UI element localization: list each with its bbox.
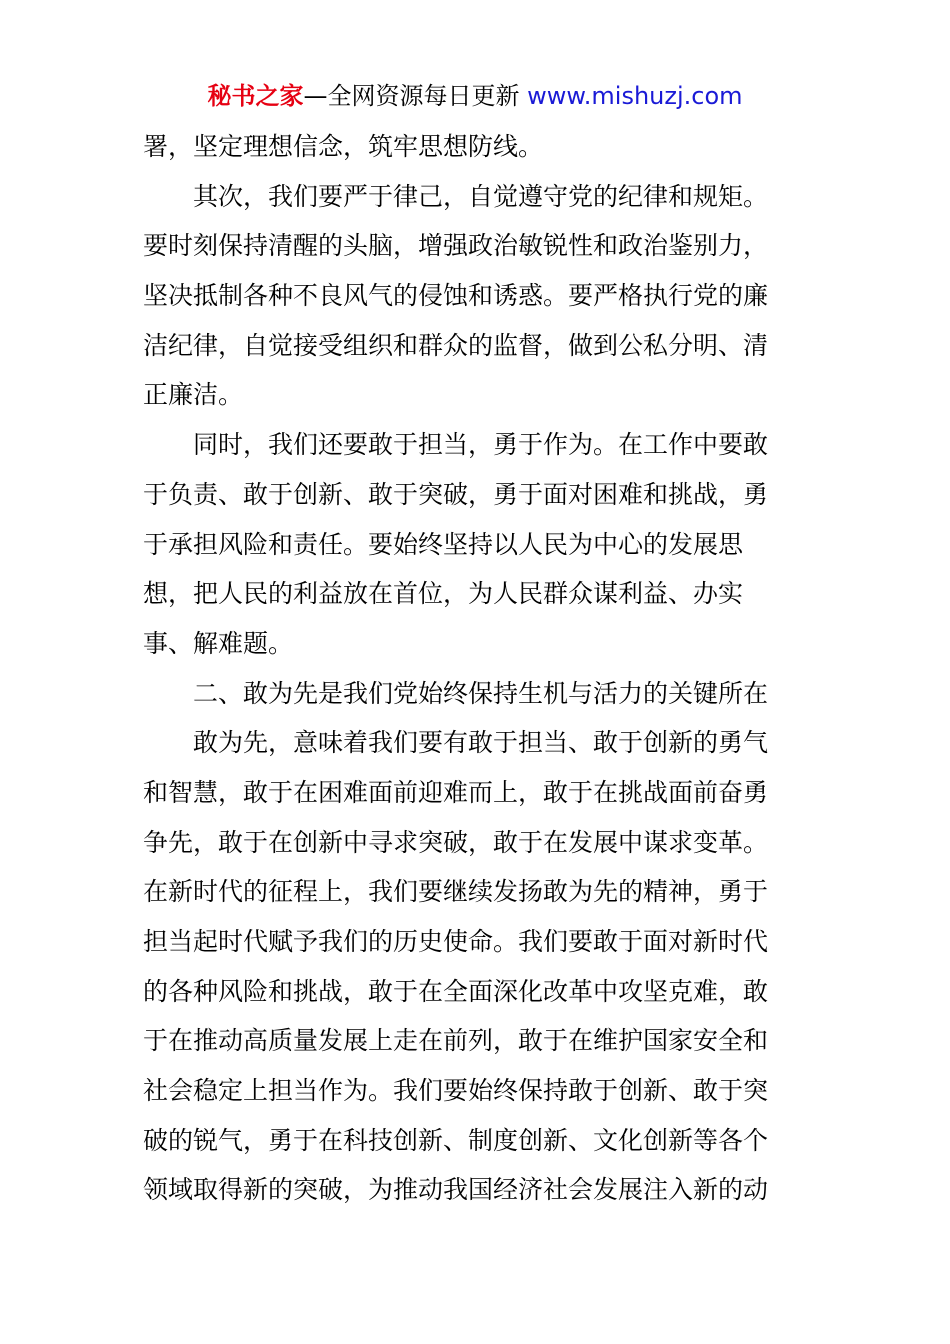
text-line: 正廉洁。 bbox=[143, 380, 244, 410]
text-line: 破的锐气，勇于在科技创新、制度创新、文化创新等各个 bbox=[143, 1125, 769, 1155]
text-line: 事、解难题。 bbox=[143, 628, 294, 658]
text-line: 在新时代的征程上，我们要继续发扬敢为先的精神，勇于 bbox=[143, 877, 769, 907]
text-line: 同时，我们还要敢于担当，勇于作为。在工作中要敢 bbox=[193, 430, 769, 460]
text-line: 坚决抵制各种不良风气的侵蚀和诱惑。要严格执行党的廉 bbox=[143, 281, 769, 311]
text-line: 要时刻保持清醒的头脑，增强政治敏锐性和政治鉴别力， bbox=[143, 231, 769, 261]
text-line: 于在推动高质量发展上走在前列，敢于在维护国家安全和 bbox=[143, 1026, 769, 1056]
site-brand: 秘书之家 bbox=[207, 82, 304, 110]
site-tagline: —全网资源每日更新 bbox=[303, 82, 520, 110]
text-line: 领域取得新的突破，为推动我国经济社会发展注入新的动 bbox=[143, 1175, 769, 1205]
text-line: 敢为先，意味着我们要有敢于担当、敢于创新的勇气 bbox=[193, 728, 769, 758]
site-url-link[interactable]: www.mishuzj.com bbox=[527, 82, 743, 110]
text-line: 的各种风险和挑战，敢于在全面深化改革中攻坚克难，敢 bbox=[143, 976, 769, 1006]
text-line: 于承担风险和责任。要始终坚持以人民为中心的发展思 bbox=[143, 529, 744, 559]
text-line: 于负责、敢于创新、敢于突破，勇于面对困难和挑战，勇 bbox=[143, 479, 769, 509]
text-line: 其次，我们要严于律己，自觉遵守党的纪律和规矩。 bbox=[193, 181, 769, 211]
site-header bbox=[0, 80, 950, 112]
text-line: 争先，敢于在创新中寻求突破，敢于在发展中谋求变革。 bbox=[143, 827, 769, 857]
text-line: 和智慧，敢于在困难面前迎难而上，敢于在挑战面前奋勇 bbox=[143, 777, 769, 807]
text-line: 洁纪律，自觉接受组织和群众的监督，做到公私分明、清 bbox=[143, 330, 769, 360]
text-line: 担当起时代赋予我们的历史使命。我们要敢于面对新时代 bbox=[143, 927, 769, 956]
text-line: 二、敢为先是我们党始终保持生机与活力的关键所在 bbox=[193, 678, 769, 708]
text-line: 社会稳定上担当作为。我们要始终保持敢于创新、敢于突 bbox=[143, 1076, 769, 1106]
text-line: 想，把人民的利益放在首位，为人民群众谋利益、办实 bbox=[143, 579, 744, 609]
document-body bbox=[143, 122, 809, 1215]
text-line: 署，坚定理想信念，筑牢思想防线。 bbox=[143, 132, 544, 161]
